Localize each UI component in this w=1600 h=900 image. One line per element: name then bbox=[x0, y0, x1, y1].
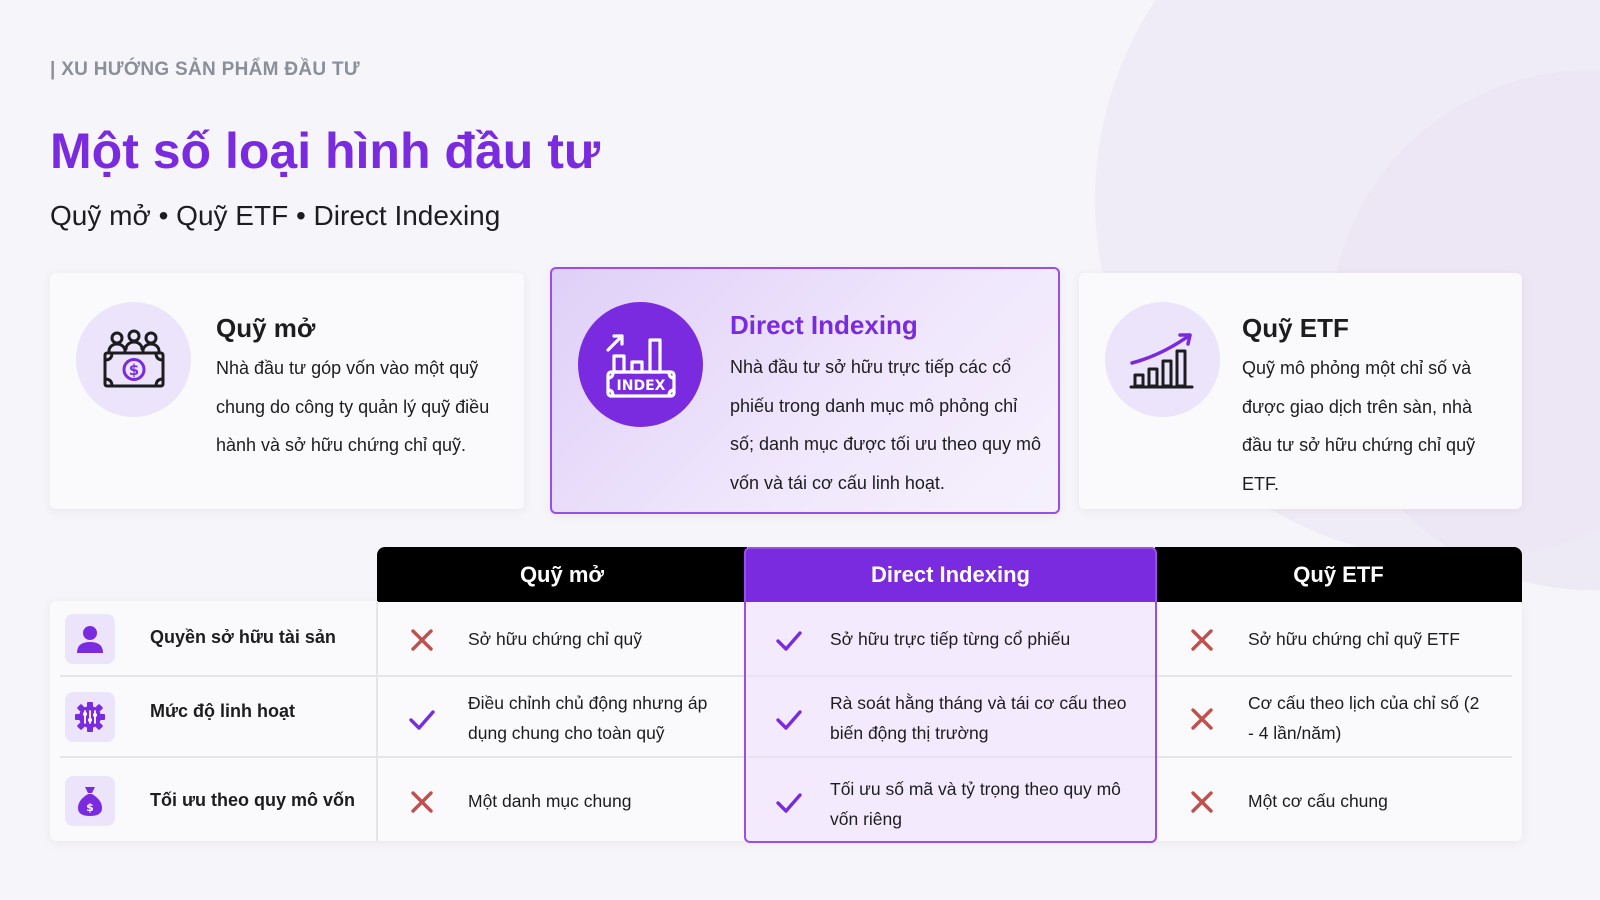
cross-icon bbox=[408, 788, 436, 816]
column-divider bbox=[376, 601, 378, 841]
svg-text:$: $ bbox=[128, 360, 139, 379]
money-bag-icon bbox=[65, 776, 115, 826]
row-divider bbox=[60, 675, 1512, 677]
card-description: Nhà đầu tư góp vốn vào một quỹ chung do công ty quản lý quỹ điều hành và sở hữu chứng chỉ quỹ. bbox=[216, 358, 490, 455]
money-people-icon bbox=[76, 302, 191, 417]
table-cell: Một cơ cấu chung bbox=[1248, 791, 1388, 811]
table-cell: Một danh mục chung bbox=[468, 791, 632, 811]
column-header-quy-etf: Quỹ ETF bbox=[1155, 547, 1522, 602]
table-cell: Rà soát hằng tháng và tái cơ cấu theo biến động thị trường bbox=[830, 693, 1127, 743]
user-icon bbox=[65, 614, 115, 664]
row-label: Quyền sở hữu tài sản bbox=[150, 627, 336, 647]
index-icon-text: INDEX bbox=[616, 377, 665, 394]
column-header-direct-indexing: Direct Indexing bbox=[744, 547, 1157, 602]
check-icon bbox=[775, 789, 803, 817]
growth-chart-icon bbox=[1105, 302, 1220, 417]
card-title: Quỹ mở bbox=[216, 313, 316, 343]
card-description: Quỹ mô phỏng một chỉ số và được giao dịch trên sàn, nhà đầu tư sở hữu chứng chỉ quỹ ETF. bbox=[1242, 358, 1476, 494]
card-direct-indexing bbox=[550, 267, 1060, 514]
card-quy-etf bbox=[1079, 273, 1522, 509]
page-subtitle: Quỹ mở • Quỹ ETF • Direct Indexing bbox=[50, 200, 501, 231]
card-description: Nhà đầu tư sở hữu trực tiếp các cổ phiếu trong danh mục mô phỏng chỉ số; danh mục được tối ưu theo quy mô vốn và tái cơ cấu linh hoạt. bbox=[730, 357, 1042, 493]
table-cell: Sở hữu chứng chỉ quỹ bbox=[468, 629, 643, 649]
table-cell: Cơ cấu theo lịch của chỉ số (2 - 4 lần/năm) bbox=[1248, 693, 1480, 743]
cross-icon bbox=[1188, 705, 1216, 733]
table-cell: Tối ưu số mã và tỷ trọng theo quy mô vốn riêng bbox=[830, 779, 1121, 829]
check-icon bbox=[408, 706, 436, 734]
table-cell: Sở hữu trực tiếp từng cổ phiếu bbox=[830, 629, 1071, 649]
card-title: Direct Indexing bbox=[730, 310, 918, 340]
row-divider bbox=[60, 756, 1512, 758]
cross-icon bbox=[408, 626, 436, 654]
section-eyebrow: | XU HƯỚNG SẢN PHẨM ĐẦU TƯ bbox=[50, 59, 360, 80]
check-icon bbox=[775, 627, 803, 655]
row-label: Tối ưu theo quy mô vốn bbox=[150, 790, 356, 810]
card-title: Quỹ ETF bbox=[1242, 313, 1349, 343]
index-icon bbox=[578, 302, 703, 427]
check-icon bbox=[775, 706, 803, 734]
row-label: Mức độ linh hoạt bbox=[150, 701, 296, 721]
svg-text:$: $ bbox=[86, 801, 94, 814]
cross-icon bbox=[1188, 788, 1216, 816]
settings-gear-icon bbox=[65, 692, 115, 742]
page-title: Một số loại hình đầu tư bbox=[50, 123, 601, 179]
column-header-quy-mo: Quỹ mở bbox=[377, 547, 747, 602]
card-quy-mo bbox=[50, 273, 524, 509]
cross-icon bbox=[1188, 626, 1216, 654]
table-cell: Sở hữu chứng chỉ quỹ ETF bbox=[1248, 629, 1460, 649]
table-cell: Điều chỉnh chủ động nhưng áp dụng chung cho toàn quỹ bbox=[468, 693, 708, 743]
